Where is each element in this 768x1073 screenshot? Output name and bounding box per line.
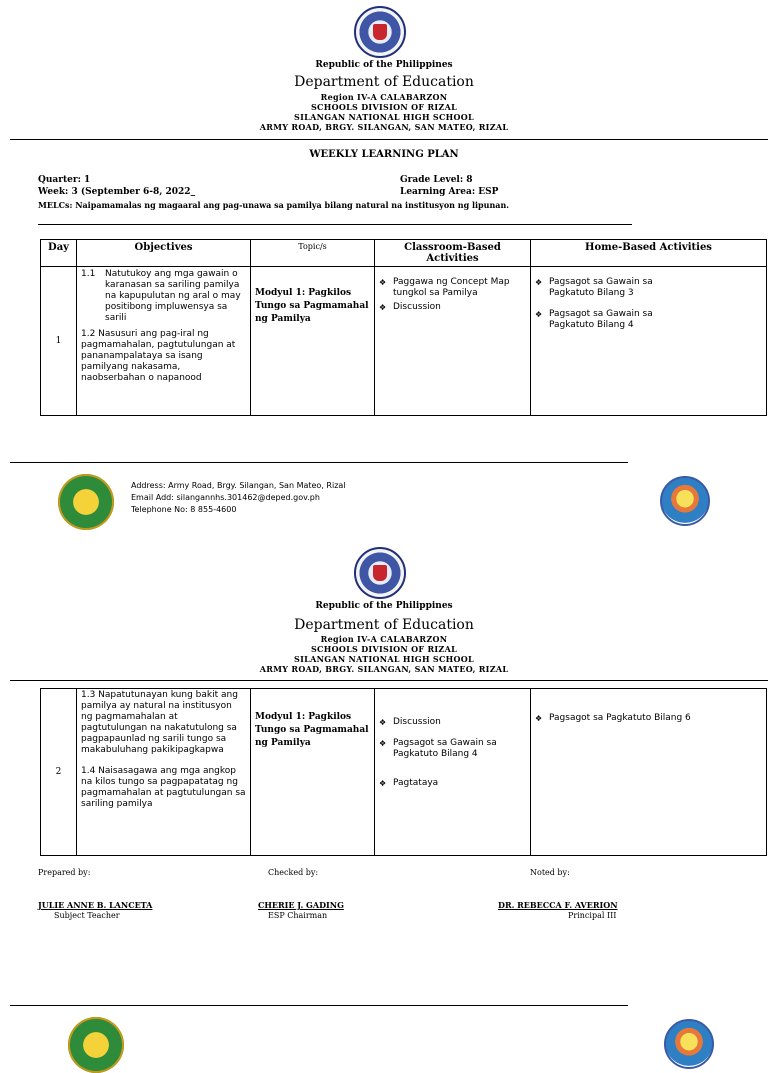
- deped-seal-icon: [354, 547, 406, 599]
- republic-label: Republic of the Philippines: [315, 601, 453, 611]
- school-label: SILANGAN NATIONAL HIGH SCHOOL: [294, 654, 474, 664]
- melcs-label: MELCs: Naipamamalas ng magaaral ang pag-unawa sa pamilya bilang natural na institusyon ng lipunan.: [38, 200, 510, 210]
- footer-contact: [131, 480, 346, 516]
- header-block: [0, 634, 768, 674]
- division-logo-icon: [664, 1019, 714, 1069]
- division-label: SCHOOLS DIVISION OF RIZAL: [310, 644, 458, 654]
- deped-seal-icon: [354, 6, 406, 58]
- division-logo-icon: [660, 476, 710, 526]
- header-topics: Topic/s: [251, 240, 375, 267]
- header-objectives: Objectives: [77, 240, 251, 267]
- header-classroom: Classroom-Based Activities: [375, 240, 531, 267]
- header-home: Home-Based Activities: [531, 240, 767, 267]
- noted-by-label: Noted by:: [530, 868, 570, 877]
- footer-phone: Telephone No: 8 855-4600: [131, 505, 237, 514]
- classroom-activity: ❖ Paggawa ng Concept Map tungkol sa Pamilya: [379, 277, 526, 299]
- school-label: SILANGAN NATIONAL HIGH SCHOOL: [294, 112, 474, 122]
- objective-text: Natutukoy ang mga gawain o karanasan sa sariling pamilya na kapupulutan ng aral o may positibong impluwensya sa sarili: [105, 269, 241, 323]
- home-activity: ❖ Pagsagot sa Pagkatuto Bilang 6: [535, 713, 762, 724]
- address-label: ARMY ROAD, BRGY. SILANGAN, SAN MATEO, RIZAL: [259, 664, 509, 674]
- grade-level-label: Grade Level: 8: [400, 175, 473, 185]
- home-activity: ❖ Pagsagot sa Gawain sa Pagkatuto Bilang 3: [535, 277, 685, 299]
- division-label: SCHOOLS DIVISION OF RIZAL: [310, 102, 458, 112]
- footer-email: Email Add: silangannhs.301462@deped.gov.ph: [131, 493, 320, 502]
- noted-name: DR. REBECCA F. AVERION: [498, 900, 618, 910]
- address-label: ARMY ROAD, BRGY. SILANGAN, SAN MATEO, RIZAL: [259, 122, 509, 132]
- department-title: Department of Education: [294, 617, 474, 633]
- objective-item: 1.4 Naisasagawa ang mga angkop na kilos tungo sa pagpapatatag ng pagmamahalan at pagtutulungan sa sariling pamilya: [81, 766, 246, 809]
- objective-item: 1.2 Nasusuri ang pag-iral ng pagmamahalan, pagtutulungan at pananampalataya sa isang pamilyang nakasama, naobserbahan o napanood: [81, 329, 236, 383]
- learning-area-label: Learning Area: ESP: [400, 187, 499, 197]
- home-cell: [531, 267, 767, 416]
- school-logo-icon: [68, 1017, 124, 1073]
- home-activity: ❖ Pagsagot sa Gawain sa Pagkatuto Bilang 4: [535, 309, 685, 331]
- classroom-cell: [375, 267, 531, 416]
- objective-number: 1.1: [81, 269, 96, 279]
- objective-item: [81, 269, 246, 324]
- table-row: [41, 267, 767, 416]
- prepared-role: Subject Teacher: [54, 911, 120, 920]
- objective-item: 1.3 Napatutunayan kung bakit ang pamilya ay natural na institusyon ng pagmamahalan at pagtutulungan na nakatutulong sa pagpapaunlad ng sarili tungo sa makabuluhang pakikipagkapwa: [81, 690, 238, 755]
- checked-role: ESP Chairman: [268, 911, 328, 920]
- footer-rule: [10, 1005, 628, 1006]
- department-title: Department of Education: [294, 74, 474, 90]
- topic-text: Modyul 1: Pagkilos Tungo sa Pagmamahal ng Pamilya: [255, 712, 369, 748]
- quarter-label: Quarter: 1: [38, 175, 91, 185]
- home-cell: [531, 689, 767, 856]
- week-label: Week: 3 (September 6-8, 2022_: [38, 187, 196, 197]
- school-logo-icon: [58, 474, 114, 530]
- header-rule: [10, 139, 768, 140]
- table-header-row: [41, 240, 767, 267]
- region-label: Region IV-A CALABARZON: [320, 92, 448, 102]
- weekly-plan-table-continued: [40, 688, 767, 856]
- prepared-by-label: Prepared by:: [38, 868, 91, 877]
- classroom-activity: ❖ Discussion: [379, 717, 526, 728]
- header-block: [0, 92, 768, 132]
- classroom-cell: [375, 689, 531, 856]
- table-row: [41, 689, 767, 856]
- footer-address: Address: Army Road, Brgy. Silangan, San Mateo, Rizal: [131, 481, 346, 490]
- prepared-name: JULIE ANNE B. LANCETA: [38, 900, 153, 910]
- noted-role: Principal III: [568, 911, 617, 920]
- checked-by-label: Checked by:: [268, 868, 319, 877]
- objectives-cell: [77, 689, 251, 856]
- topic-cell: [251, 689, 375, 856]
- classroom-activity: ❖ Pagtataya: [379, 778, 526, 789]
- day-cell: 1: [41, 267, 77, 416]
- weekly-plan-table: [40, 239, 767, 416]
- topic-cell: [251, 267, 375, 416]
- republic-label: Republic of the Philippines: [315, 60, 453, 70]
- day-cell: 2: [41, 689, 77, 856]
- classroom-activity: ❖ Discussion: [379, 302, 526, 313]
- plan-title: WEEKLY LEARNING PLAN: [309, 149, 459, 160]
- topic-text: Modyul 1: Pagkilos Tungo sa Pagmamahal ng Pamilya: [255, 288, 369, 324]
- checked-name: CHERIE J. GADING: [258, 900, 344, 910]
- header-rule: [10, 680, 768, 681]
- melcs-rule: [38, 224, 632, 225]
- region-label: Region IV-A CALABARZON: [320, 634, 448, 644]
- footer-rule: [10, 462, 628, 463]
- objectives-cell: [77, 267, 251, 416]
- classroom-activity: ❖ Pagsagot sa Gawain sa Pagkatuto Bilang 4: [379, 738, 526, 760]
- header-day: Day: [41, 240, 77, 267]
